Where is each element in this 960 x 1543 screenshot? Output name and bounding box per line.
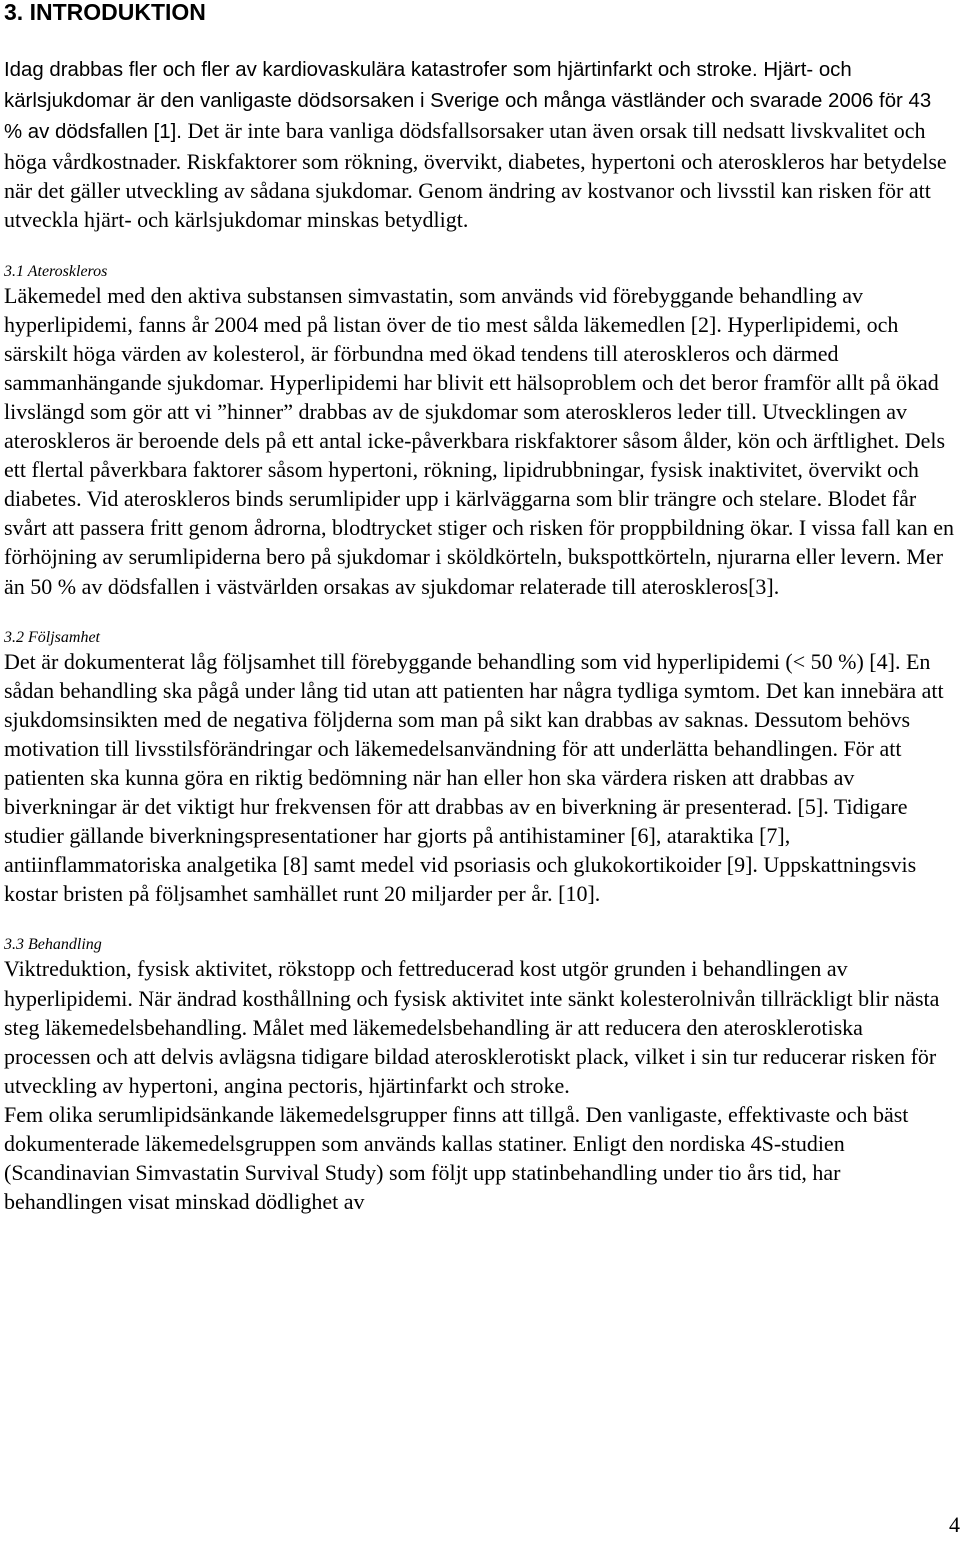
intro-paragraph bbox=[4, 54, 954, 235]
section-title-text: Behandling bbox=[28, 936, 102, 954]
section-title-text: Följsamhet bbox=[28, 628, 100, 646]
section-number: 3.3 bbox=[4, 936, 28, 954]
section-foljsamhet bbox=[4, 629, 954, 909]
section-paragraph: Det är dokumenterat låg följsamhet till förebyggande behandling som vid hyperlipidemi (< 50 %) [4]. En sådan behandling ska pågå under lång tid utan att patienten har några tydliga symtom. Det kan innebära att sjukdomsinsikten med de negativa följderna som man på sikt kan drabbas av saknas. Dessutom behövs motivation till livsstilsförändringar och läkemedelsanvändning för att underlätta behandlingen. För att patienten ska kunna göra en riktig bedömning när han eller hon ska värdera risken att drabbas av biverkningar är det viktigt hur frekvensen för att drabbas av en biverkning är presenterad. [5]. Tidigare studier gällande biverkningspresentationer har gjorts på antihistaminer [6], ataraktika [7], antiinflammatoriska analgetika [8] samt medel vid psoriasis och glukokortikoider [9]. Uppskattningsvis kostar bristen på följsamhet samhället runt 20 miljarder per år. [10]. bbox=[4, 648, 944, 907]
section-title bbox=[4, 936, 954, 954]
section-ateroskleros bbox=[4, 263, 954, 601]
section-paragraph-1: Viktreduktion, fysisk aktivitet, rökstopp och fettreducerad kost utgör grunden i behandlingen av hyperlipidemi. När ändrad kosthållning och fysisk aktivitet inte sänkt kolesterolnivån tillräckligt blir nästa steg läkemedelsbehandling. Målet med läkemedelsbehandling är att reducera den aterosklerotiska processen och att delvis avlägsna tidigare bildad aterosklerotiskt plack, vilket i sin tur reducerar risken för utveckling av hypertoni, angina pectoris, hjärtinfarkt och stroke. bbox=[4, 956, 940, 1098]
section-behandling bbox=[4, 936, 954, 1216]
section-paragraph-2: Fem olika serumlipidsänkande läkemedelsgrupper finns att tillgå. Den vanligaste, effektivaste och bäst dokumenterade läkemedelsgruppen som används kallas statiner. Enligt den nordiska 4S-studien (Scandinavian Simvastatin Survival Study) som följt upp statinbehandling under tio års tid, har behandlingen visat minskad dödlighet av bbox=[4, 1101, 909, 1215]
section-number: 3.1 bbox=[4, 262, 28, 280]
page-number: 4 bbox=[949, 1512, 960, 1537]
chapter-heading: 3. INTRODUKTION bbox=[4, 0, 206, 25]
intro-text-part-2: Det är inte bara vanliga dödsfallsorsaker utan även orsak till nedsatt livskvalitet och höga vårdkostnader. Riskfaktorer som rökning, övervikt, diabetes, hypertoni och ateroskleros har betydelse när det gäller utveckling av sådana sjukdomar. Genom ändring av kostvanor och livsstil kan risken för att utveckla hjärt- och kärlsjukdomar minskas betydligt. bbox=[4, 118, 947, 233]
document-page bbox=[4, 0, 954, 1216]
section-title bbox=[4, 263, 954, 281]
section-paragraph: Läkemedel med den aktiva substansen simvastatin, som används vid förebyggande behandling av hyperlipidemi, fanns år 2004 med på listan över de tio mest sålda läkemedlen [2]. Hyperlipidemi, och särskilt höga värden av kolesterol, är förbundna med ökad tendens till ateroskleros och därmed sammanhängande sjukdomar. Hyperlipidemi har blivit ett hälsoproblem och det beror framför allt på ökad livslängd som gör att vi ”hinner” drabbas av de sjukdomar som ateroskleros leder till. Utvecklingen av ateroskleros är beroende dels på ett antal icke-påverkbara riskfaktorer såsom ålder, kön och ärftlighet. Dels ett flertal påverkbara faktorer såsom hypertoni, rökning, lipidrubbningar, fysisk inaktivitet, övervikt och diabetes. Vid ateroskleros binds serumlipider upp i kärlväggarna som blir trängre och stelare. Blodet får svårt att passera fritt genom ådrorna, blodtrycket stiger och risken för proppbildning ökar. I vissa fall kan en förhöjning av serumlipiderna bero på sjukdomar i sköldkörteln, bukspottkörteln, njurarna eller levern. Mer än 50 % av dödsfallen i västvärlden orsakas av sjukdomar relaterade till ateroskleros[3]. bbox=[4, 282, 955, 599]
section-number: 3.2 bbox=[4, 628, 28, 646]
section-title bbox=[4, 629, 954, 647]
intro-text-part-1: Idag drabbas fler och fler av kardiovaskulära katastrofer som hjärtinfarkt och stroke. Hjärt- och kärlsjukdomar är den vanligaste dödsorsaken i Sverige och många västländer och svarade 2006 för 43 % av dödsfallen [1]. bbox=[4, 59, 932, 144]
section-title-text: Ateroskleros bbox=[27, 262, 108, 280]
